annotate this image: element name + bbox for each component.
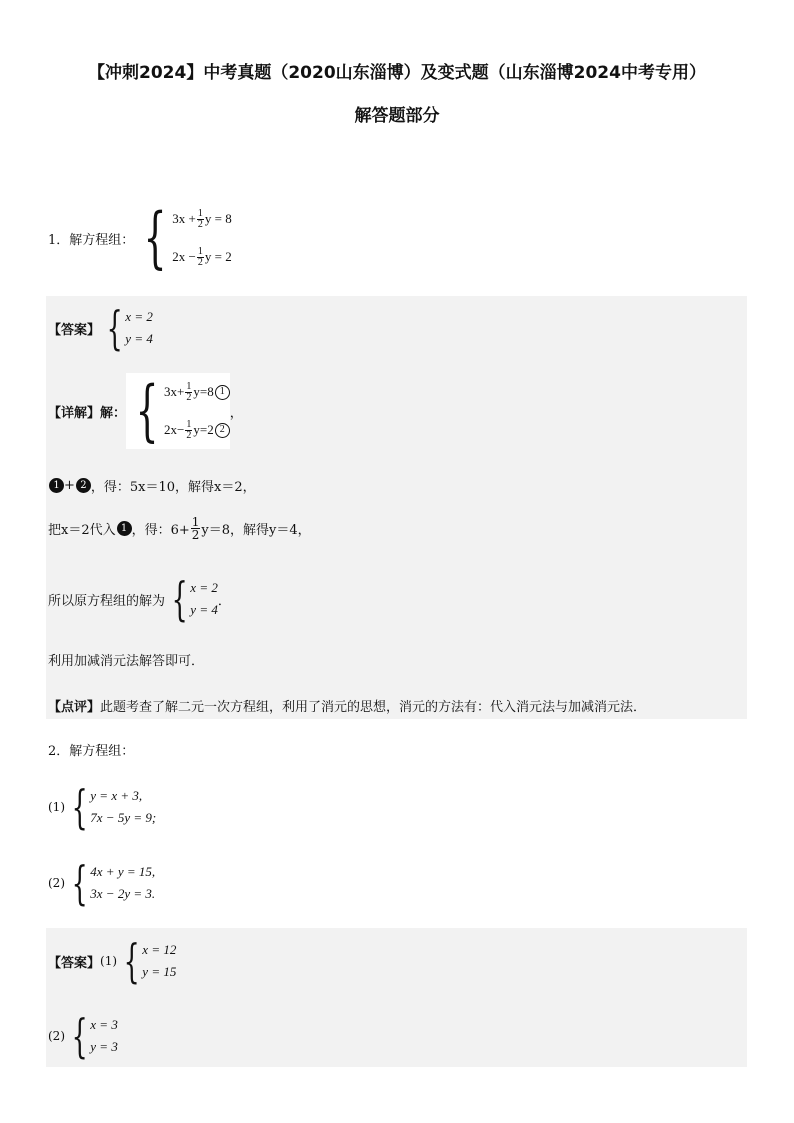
page-subtitle: 解答题部分 (354, 106, 440, 126)
step-1-text: ，得：5x＝10，解得x＝2， (90, 480, 256, 495)
question-1 (48, 200, 232, 276)
eq2-left: 2x − (172, 249, 196, 264)
page-title: 【冲刺2024】中考真题（2020山东淄博）及变式题（山东淄博2024中考专用） (88, 63, 706, 83)
question-2-label: 2．解方程组： (48, 744, 135, 759)
brace-icon: { (106, 301, 123, 355)
brace-icon: { (71, 856, 88, 910)
q2-part-2: (2) { 4x + y = 15, 3x − 2y = 3. (48, 856, 156, 910)
q2-part-1: (1) { y = x + 3, 7x − 5y = 9; (48, 780, 157, 834)
eq1-right: y = 8 (204, 211, 232, 226)
answer-2-part-2: (2) { x = 3 y = 3 (48, 1009, 118, 1063)
brace-icon: { (143, 199, 167, 276)
fraction: $\frac{1}{2}$ (197, 207, 203, 230)
answer-1 (48, 301, 153, 355)
answer-2-part-1: 【答案】 (1) { x = 12 y = 15 (48, 934, 177, 988)
step-2: 把x＝2代入 1 ，得：6+ $\frac{1}{2}$ y＝8，解得y＝4， (48, 515, 311, 542)
fraction: $\frac{1}{2}$ (191, 515, 200, 542)
comment-text: 此题考查了解二元一次方程组，利用了消元的思想，消元的方法有：代入消元法与加减消元法． (100, 700, 647, 715)
circled-1-icon: 1 (49, 478, 64, 493)
brace-icon: { (71, 780, 88, 834)
comment-label: 【点评】 (48, 700, 101, 715)
answer-label: 【答案】 (48, 955, 101, 971)
detail-tail: ， (229, 405, 243, 421)
answer-system (100, 301, 153, 355)
answer-x: x = 2 (125, 309, 153, 324)
answer-y: y = 4 (125, 331, 153, 346)
step-3: 所以原方程组的解为 { x = 2 y = 4 ． (48, 572, 231, 626)
step-1: 1 + 2 ，得：5x＝10，解得x＝2， (48, 476, 256, 495)
answer-label: 【答案】 (48, 322, 101, 338)
eq1-left: 3x + (172, 211, 196, 226)
equation-system (134, 200, 231, 276)
detail-1 (48, 373, 243, 449)
brace-icon: { (135, 372, 159, 449)
circled-2-icon: 2 (76, 478, 91, 493)
comment (48, 696, 646, 715)
circled-1-icon: 1 (215, 385, 230, 400)
eq2-right: y = 2 (204, 249, 232, 264)
detail-label: 【详解】解： (48, 405, 127, 421)
detail-system: { 3x+ $\frac{1}{2}$ y=8 1 2x− $\frac{1}{2}$ y=2 2 (126, 373, 230, 449)
brace-icon: { (123, 934, 140, 988)
question-1-label: 1．解方程组： (48, 232, 135, 248)
brace-icon: { (171, 572, 188, 626)
fraction: $\frac{1}{2}$ (197, 245, 203, 268)
circled-2-icon: 2 (215, 423, 230, 438)
brace-icon: { (71, 1009, 88, 1063)
method-text: 利用加减消元法解答即可． (48, 654, 205, 669)
circled-1-icon: 1 (117, 521, 132, 536)
